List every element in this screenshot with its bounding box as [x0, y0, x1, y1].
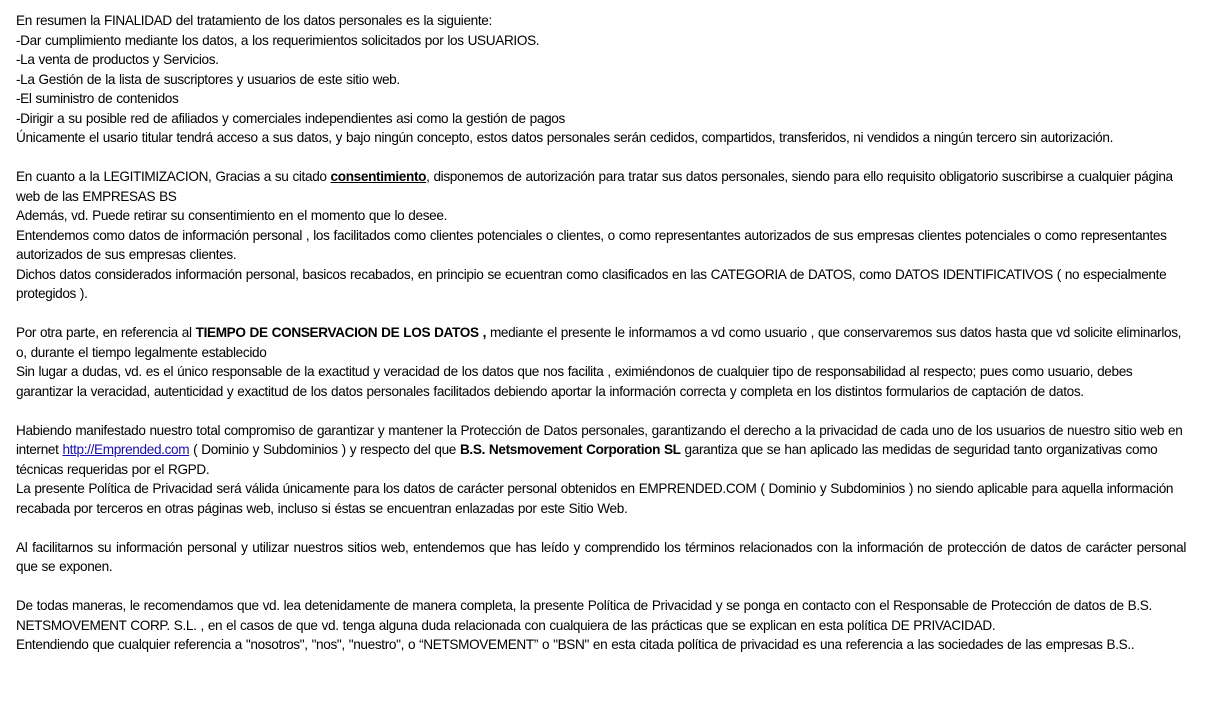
paragraph-gap [16, 304, 1186, 324]
commitment-section [16, 421, 1186, 519]
privacy-policy-document [16, 11, 1186, 655]
purpose-item-4: -El suministro de contenidos [16, 91, 179, 106]
commitment-text-middle: ( Dominio y Subdominios ) y respecto del que [189, 442, 460, 457]
data-category-text: Dichos datos considerados información personal, basicos recabados, en principio se ecuentran como clasificados en las CATEGORIA de DATOS, como DATOS IDENTIFICATIVOS ( no especialmente protegidos ). [16, 266, 1167, 301]
paragraph-gap [16, 401, 1186, 421]
paragraph-gap [16, 577, 1186, 597]
policy-scope-text: La presente Política de Privacidad será válida únicamente para los datos de carácter personal obtenidos en EMPRENDED.COM ( Dominio y Subdominios ) no siendo aplicable para aquella información recabada por terceros en otras páginas web, incluso si éstas se encuentran enlazadas por este Sitio Web. [16, 481, 1174, 516]
recommendation-text: De todas maneras, le recomendamos que vd. lea detenidamente de manera completa, la presente Política de Privacidad y se ponga en contacto con el Responsable de Protección de datos de B.S. NETSMOVEMENT CORP. S.L. , en el casos de que vd. tenga alguna duda relacionada con cualquiera de las prácticas que se explican en esta política DE PRIVACIDAD. [16, 598, 1152, 633]
commitment-text-end: garantiza que se han aplicado las medidas de seguridad tanto organizativas como técnicas requeridas por el RGPD. [16, 442, 1158, 477]
retention-heading: TIEMPO DE CONSERVACION DE LOS DATOS , [195, 325, 487, 340]
emprended-link[interactable]: http://Emprended.com [62, 442, 190, 457]
accuracy-responsibility-text: Sin lugar a dudas, vd. es el único responsable de la exactitud y veracidad de los datos que nos facilita , eximiéndonos de cualquier tipo de responsabilidad al respecto; pues como usuario, debes garantizar la veracidad, autenticidad y exactitud de los datos personales facilitados debiendo aportar la información correcta y completa en los distintos formularios de captación de datos. [16, 364, 1133, 399]
retention-section [16, 323, 1186, 401]
legitimization-text-start: En cuanto a la LEGITIMIZACION, Gracias a su citado [16, 169, 331, 184]
purpose-item-2: -La venta de productos y Servicios. [16, 52, 219, 67]
legitimization-text-end: , disponemos de autorización para tratar sus datos personales, siendo para ello requisito obligatorio suscribirse a cualquier página web de las EMPRESAS BS [16, 169, 1173, 204]
retention-text-start: Por otra parte, en referencia al [16, 325, 196, 340]
company-name: B.S. Netsmovement Corporation SL [459, 442, 681, 457]
acknowledgement-text: Al facilitarnos su información personal y utilizar nuestros sitios web, entendemos que has leído y comprendido los términos relacionados con la información de protección de datos de carácter personal que se exponen. [16, 539, 1186, 574]
paragraph-gap [16, 518, 1186, 538]
retention-text-end: mediante el presente le informamos a vd como usuario , que conservaremos sus datos hasta que vd solicite eliminarlos, o, durante el tiempo legalmente establecido [16, 325, 1182, 360]
consent-link[interactable]: consentimiento [330, 169, 427, 184]
paragraph-gap [16, 148, 1186, 168]
purpose-item-5: -Dirigir a su posible red de afiliados y comerciales independientes asi como la gestión de pagos [16, 110, 565, 126]
retention-paragraph [16, 323, 1186, 362]
purpose-section [16, 11, 1186, 148]
withdraw-consent-text: Además, vd. Puede retirar su consentimiento en el momento que lo desee. [16, 208, 448, 223]
purpose-closing: Únicamente el usario titular tendrá acceso a sus datos, y bajo ningún concepto, estos datos personales serán cedidos, compartidos, transferidos, ni vendidos a ningún tercero sin autorización. [16, 130, 1113, 145]
personal-info-definition: Entendemos como datos de información personal , los facilitados como clientes potenciales o clientes, o como representantes autorizados de sus empresas clientes potenciales o como representantes autorizados de sus empresas clientes. [16, 227, 1167, 262]
commitment-paragraph [16, 421, 1186, 480]
references-definition-text: Entendiendo que cualquier referencia a "nosotros", "nos", "nuestro", o “NETSMOVEMENT” o "BSN" en esta citada política de privacidad es una referencia a las sociedades de las empresas B.S.. [16, 637, 1135, 652]
purpose-intro: En resumen la FINALIDAD del tratamiento de los datos personales es la siguiente: [16, 13, 492, 28]
legitimization-paragraph [16, 167, 1186, 206]
commitment-text-start: Habiendo manifestado nuestro total compromiso de garantizar y mantener la Protección de Datos personales, garantizando el derecho a la privacidad de cada uno de los usuarios de nuestro sitio web en internet [16, 422, 1183, 457]
purpose-item-1: -Dar cumplimiento mediante los datos, a los requerimientos solicitados por los USUARIOS. [16, 32, 540, 48]
acknowledgement-section [16, 538, 1186, 577]
recommendation-section [16, 596, 1186, 655]
legitimization-section [16, 167, 1186, 304]
purpose-item-3: -La Gestión de la lista de suscriptores y usuarios de este sitio web. [16, 71, 400, 87]
